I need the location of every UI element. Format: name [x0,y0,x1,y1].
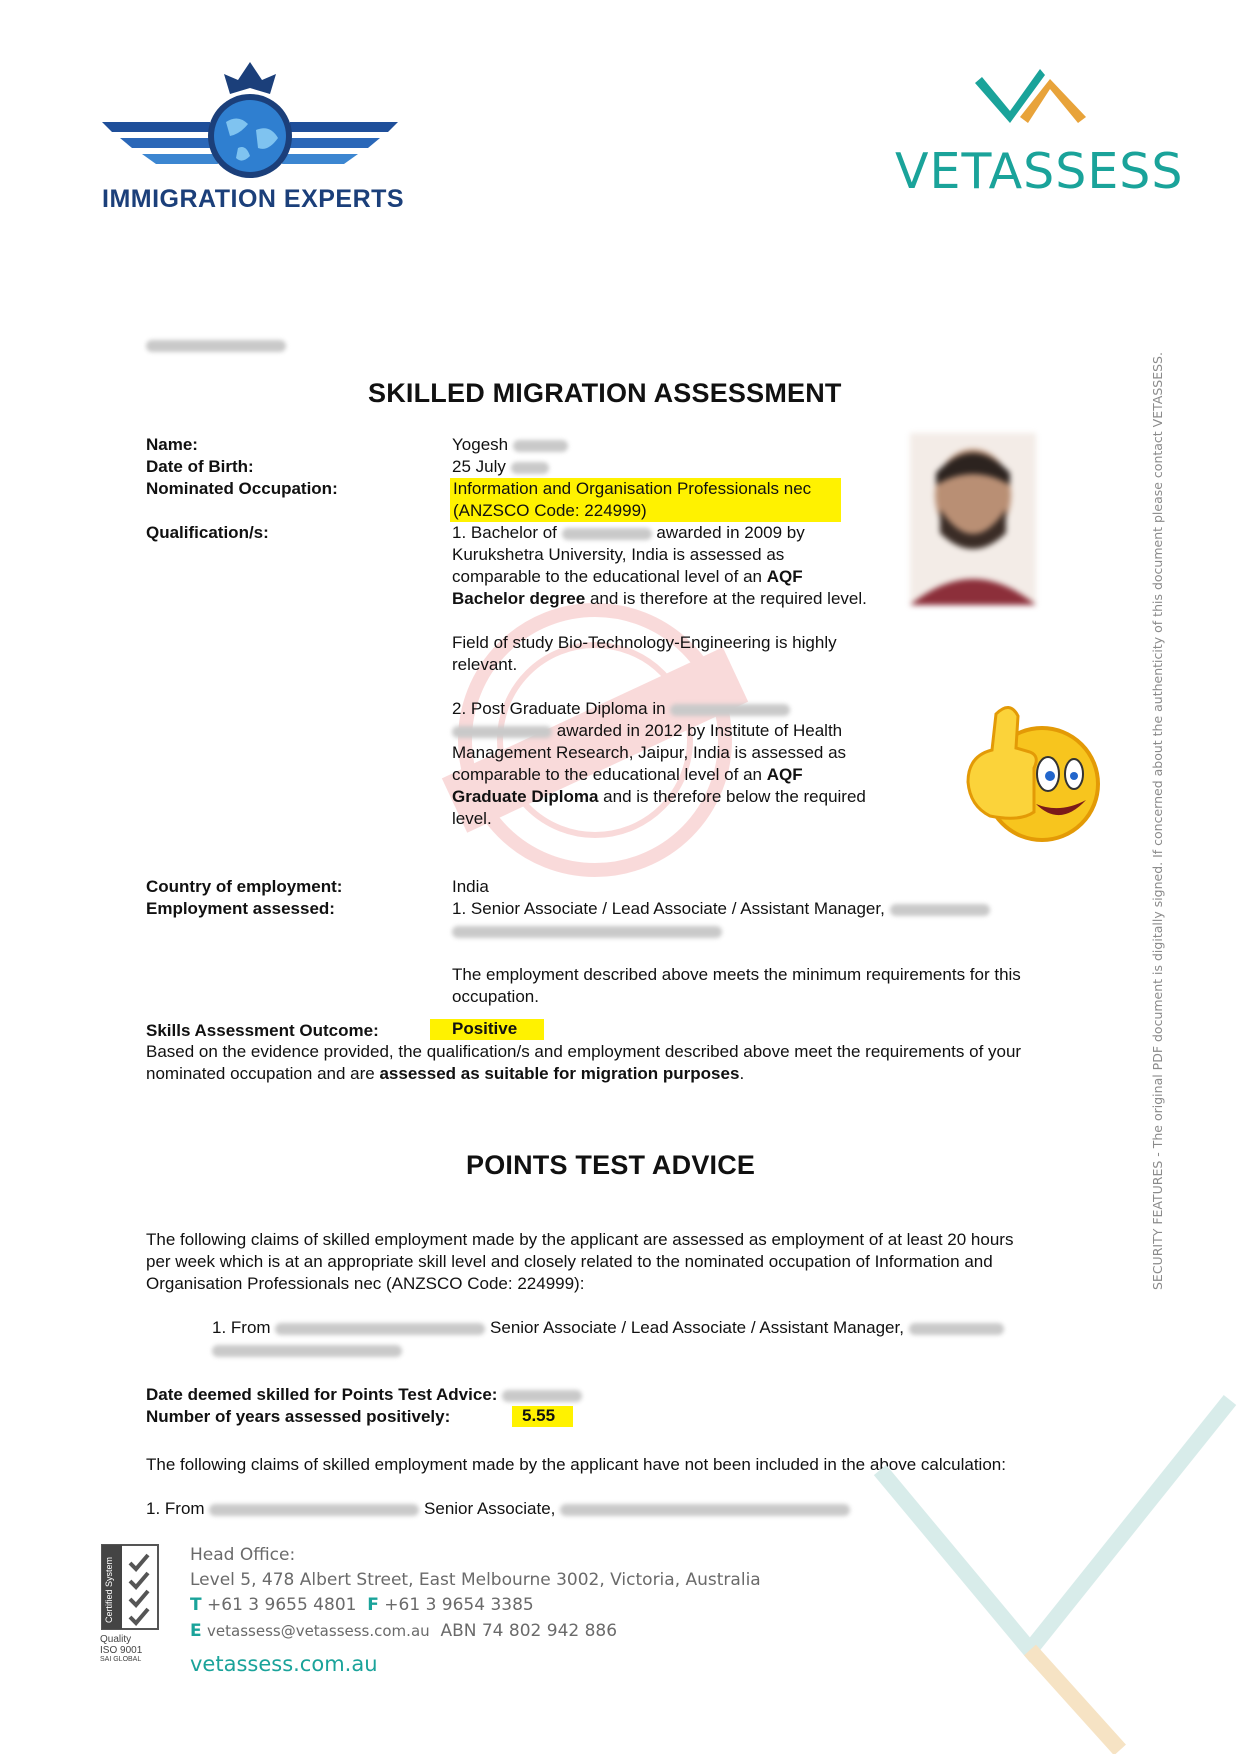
outcome-label: Skills Assessment Outcome: [146,1021,379,1040]
q2-line-6: level. [452,809,492,828]
email-label: E [190,1621,202,1641]
cert-sai-label: SAI GLOBAL [100,1656,142,1663]
q1-line-2: Kurukshetra University, India is assessed as [452,545,785,564]
employment-label: Employment assessed: [146,899,335,918]
phone-label: T [190,1595,202,1615]
claims-line-2: per week which is at an appropriate skill level and closely related to the nominated occupation of Information and [146,1252,993,1271]
iso-certification-badge [100,1543,160,1673]
claims-line-1: The following claims of skilled employment made by the applicant are assessed as employment of at least 20 hours [146,1230,1014,1249]
reference-number-redacted [146,337,286,355]
claim-1-dates-redacted [275,1323,485,1335]
assessment-title: SKILLED MIGRATION ASSESSMENT [368,378,842,408]
qualification-2 [452,698,922,830]
field-line-1: Field of study Bio-Technology-Engineering is highly [452,633,837,652]
globe-wings-icon [100,60,410,180]
q1-line-4 [452,588,922,610]
date-deemed-text: Date deemed skilled for Points Test Advice: [146,1385,498,1404]
q1-aqf-bold: AQF [766,567,803,586]
surname-redacted [513,440,568,452]
employer-redacted [890,904,990,916]
q1-line-3-text: comparable to the educational level of an [452,567,762,586]
dob-text: 25 July [452,457,506,476]
q1-line-4-text: and is therefore at the required level. [589,589,867,608]
q2-line-5-text: and is therefore below the required [603,787,866,806]
email-line [190,1619,990,1644]
q2-line-1 [452,698,922,720]
cert-iso-label: ISO 9001 [100,1645,143,1656]
q2-line-4 [452,764,922,786]
q2-line-5 [452,786,922,808]
phone-line [190,1593,990,1618]
employment-note-1: The employment described above meets the minimum requirements for this [452,965,1021,984]
country-label: Country of employment: [146,877,343,896]
claim-1-from: 1. From [212,1318,271,1337]
occupation-line-2: (ANZSCO Code: 224999) [450,500,841,522]
claim-1 [212,1317,1072,1361]
evidence-line-1: Based on the evidence provided, the qualification/s and employment described above meet the requirements of your [146,1042,1022,1061]
evidence-line-2 [146,1063,1086,1085]
head-office-label: Head Office: [190,1545,296,1565]
q2-line-4-text: comparable to the educational level of an [452,765,762,784]
security-notice: SECURITY FEATURES - The original PDF document is digitally signed. If concerned about the authenticity of this document please contact VETASSESS. [1150,352,1165,1290]
claim-2-dates-redacted [209,1504,419,1516]
occupation-value [450,478,841,522]
dob-year-redacted [511,462,549,474]
website-link[interactable]: vetassess.com.au [190,1652,378,1676]
claim-2-employer-redacted [560,1504,850,1516]
q2-line-3: Management Research, Jaipur, India is assessed as [452,743,847,762]
evidence-period: . [739,1064,745,1083]
q1-line-3 [452,566,922,588]
claim-1-role: Senior Associate / Lead Associate / Assistant Manager, [490,1318,904,1337]
not-included-text: The following claims of skilled employment made by the applicant have not been included in the above calculation: [146,1455,1006,1474]
cert-system-label: Certified System [104,1556,114,1623]
immigration-experts-wordmark: IMMIGRATION EXPERTS [102,185,405,213]
dob-value [452,456,549,478]
degree-redacted [562,528,652,540]
years-value: 5.55 [512,1406,573,1427]
q2-line-2-text: awarded in 2012 by Institute of Health [556,721,843,740]
evidence-suitable-bold: assessed as suitable for migration purposes [379,1064,740,1083]
points-title: POINTS TEST ADVICE [466,1150,756,1180]
email-value[interactable]: vetassess@vetassess.com.au [207,1622,430,1640]
outcome-badge: Positive [430,1019,544,1040]
address-line: Level 5, 478 Albert Street, East Melbourne 3002, Victoria, Australia [190,1570,761,1590]
date-deemed-label [146,1385,582,1405]
claim-1-employer-redacted-2 [212,1345,402,1357]
q1-line-1-end: awarded in 2009 by [656,523,805,542]
occupation-label: Nominated Occupation: [146,479,338,498]
fax-label: F [367,1595,379,1615]
employment-line-1 [452,898,1072,920]
country-value: India [452,877,489,896]
person-photo-icon [910,433,1036,605]
employment-value [452,898,1072,942]
evidence-line-2-text: nominated occupation and are [146,1064,375,1083]
q1-bachelor-bold: Bachelor degree [452,589,586,608]
name-value [452,434,568,456]
employment-line-2 [452,920,1072,942]
vetassess-logo [890,65,1184,205]
occupation-line-1: Information and Organisation Professionals nec [450,478,841,500]
diploma-redacted-2 [452,726,552,738]
qualification-label: Qualification/s: [146,523,269,542]
diploma-redacted [670,704,790,716]
claim-1-line-2 [212,1339,1072,1361]
applicant-photo [910,433,1036,605]
claim-1-employer-redacted [909,1323,1004,1335]
footer-address-block [190,1543,990,1677]
fax-value: +61 3 9654 3385 [384,1595,534,1615]
claims-line-3: Organisation Professionals nec (ANZSCO Code: 224999): [146,1274,585,1293]
q2-graduate-bold: Graduate Diploma [452,787,599,806]
years-label: Number of years assessed positively: [146,1407,451,1426]
field-of-study [452,632,922,676]
q2-aqf-bold: AQF [766,765,803,784]
q2-line-1-text: 2. Post Graduate Diploma in [452,699,666,718]
name-label: Name: [146,435,198,454]
abn-value: ABN 74 802 942 886 [440,1621,618,1641]
vetassess-check-icon [890,65,1160,145]
claim-1-line-1 [212,1317,1072,1339]
employment-note [452,964,1072,1008]
employment-note-2: occupation. [452,987,539,1006]
q1-line-1-text: 1. Bachelor of [452,523,557,542]
vetassess-wordmark-text: VETASSESS [895,143,1184,200]
claim-2-role: Senior Associate, [424,1499,556,1518]
evidence-statement [146,1041,1086,1085]
employment-line-1-text: 1. Senior Associate / Lead Associate / Assistant Manager, [452,899,885,918]
vetassess-wordmark [895,143,1184,200]
field-line-2: relevant. [452,655,518,674]
immigration-experts-logo [100,60,410,220]
dob-label: Date of Birth: [146,457,254,476]
phone-value: +61 3 9655 4801 [207,1595,357,1615]
qualification-1 [452,522,922,610]
q1-line-1 [452,522,922,544]
claims-paragraph [146,1229,1106,1295]
date-deemed-redacted [502,1390,582,1402]
claim-2-from: 1. From [146,1499,205,1518]
thumbs-up-emoji-icon [950,696,1110,846]
name-text: Yogesh [452,435,509,454]
cert-quality-label: Quality [100,1634,132,1645]
employer-dates-redacted [452,926,722,938]
q2-line-2 [452,720,922,742]
